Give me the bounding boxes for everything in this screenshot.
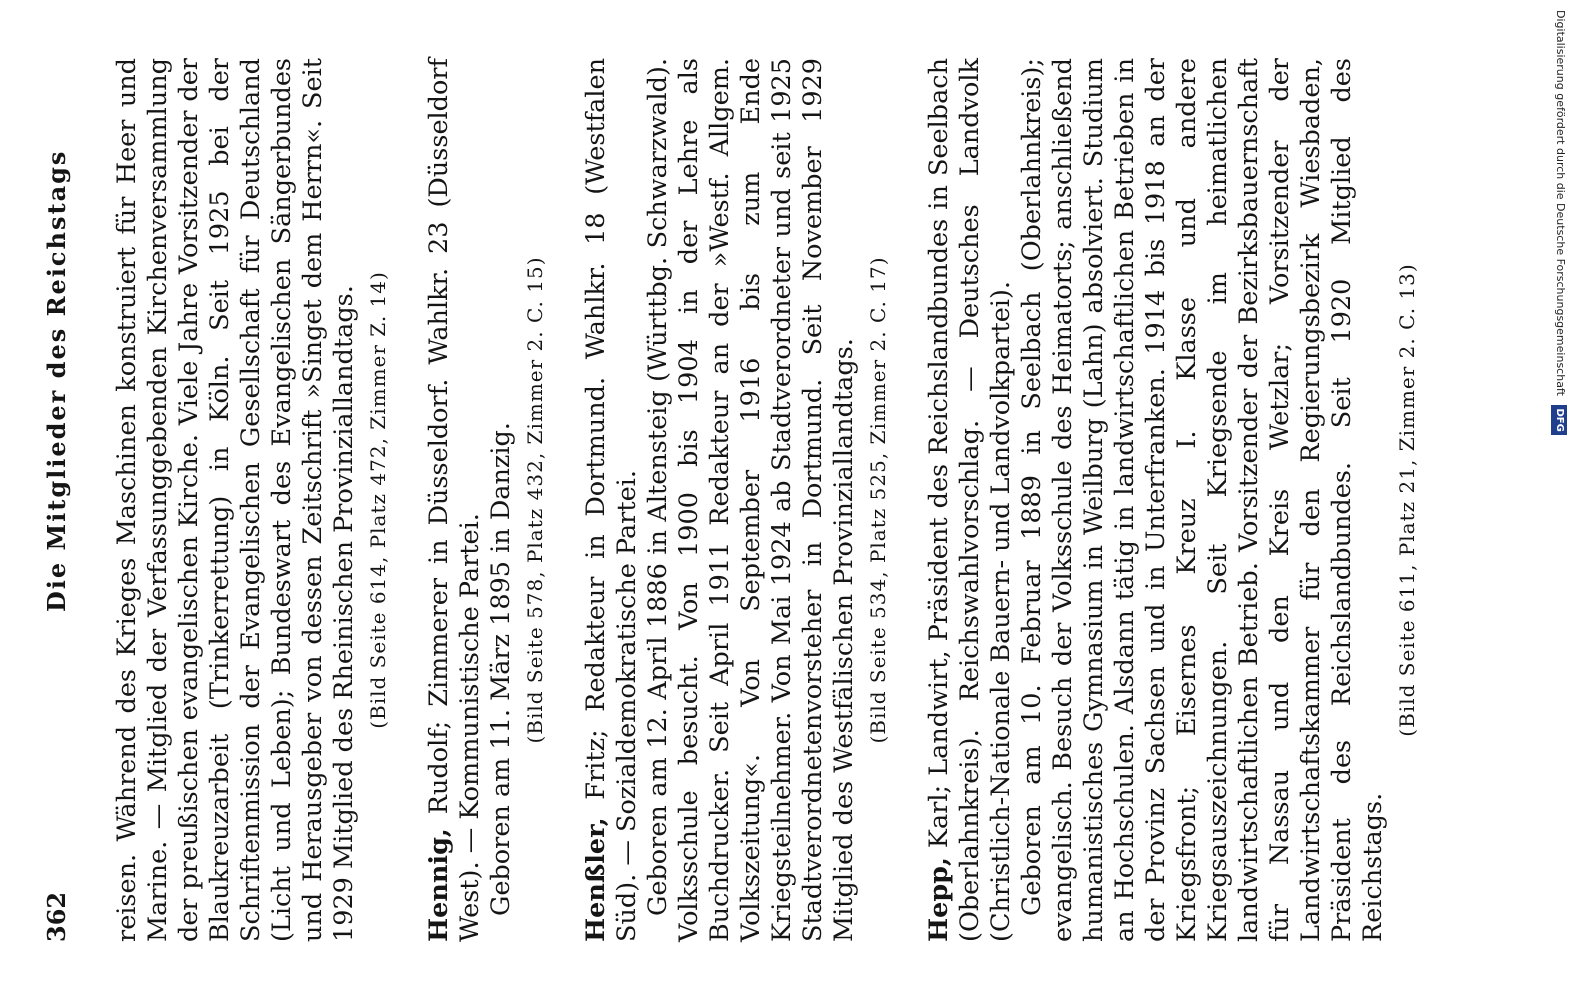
entry-text: Rudolf; Zimmerer in Düsseldorf. Wahlkr. 23 (Düsseldorf West). — Kommunistische Partei. xyxy=(424,58,485,942)
running-head xyxy=(42,58,112,942)
entry-name: Hepp, xyxy=(924,857,954,942)
picture-reference: (Bild Seite 578, Platz 432, Zimmer 2. C. 15) xyxy=(523,256,547,744)
picture-reference: (Bild Seite 611, Platz 21, Zimmer 2. C. 13) xyxy=(1395,263,1419,737)
entry-paragraph xyxy=(424,58,486,942)
credit-text: Digitalisierung gefördert durch die Deutsche Forschungsgemeinschaft xyxy=(1554,10,1567,396)
entry-text: Geboren am 10. Februar 1889 in Seelbach (Oberlahnkreis); evangelisch. Besuch der Volksschule des Heimatorts; anschließend humanistisches Gymnasium in Weilburg (Lahn) absolviert. Studium an Hochschulen. Alsdann tätig in landwirtschaftlichen Betrieben in der Provinz Sachsen und in Unterfranken. 1914 bis 1918 an der Kriegsfront; Eisernes Kreuz I. Klasse und andere Kriegsauszeichnungen. Seit Kriegsende im heimatlichen landwirtschaftlichen Betrieb. Vorsitzender der Bezirksbauernschaft für Nassau und den Kreis Wetzlar; Vorsitzender der Landwirtschaftskammer für den Regierungsbezirk Wiesbaden, Präsident des Reichslandbundes. Seit 1920 Mitglied des Reichstags. xyxy=(1017,58,1388,942)
entry-hepp xyxy=(924,58,1419,942)
entry-name: Hennig, xyxy=(424,828,454,942)
credit-text-line xyxy=(1550,10,1570,570)
entry-paragraph xyxy=(924,58,1017,942)
page-number: 362 xyxy=(42,891,71,942)
entry-paragraph: reisen. Während des Krieges Maschinen konstruiert für Heer und Marine. — Mitglied der Verfassunggebenden Kirchenversammlung der preußischen evangelischen Kirche. Viele Jahre Vorsitzender der Blaukreuzarbeit (Trinkerrettung) in Köln. Seit 1925 bei der Schriftenmission der Evangelischen Gesellschaft für Deutschland (Licht und Leben); Bundeswart des Evangelischen Sängerbundes und Herausgeber von dessen Zeitschrift »Singet dem Herrn«. Seit 1929 Mitglied des Rheinischen Provinziallandtags. xyxy=(112,58,359,942)
entry-paragraph xyxy=(486,58,517,942)
entry-name: Henßler, xyxy=(581,817,611,942)
entry-paragraph xyxy=(643,58,860,942)
entry-henssler xyxy=(581,58,890,942)
entry-paragraph xyxy=(1017,58,1389,942)
dfg-logo: DFG xyxy=(1551,405,1567,434)
entry-continuation xyxy=(112,58,390,942)
picture-reference: (Bild Seite 614, Platz 472, Zimmer Z. 14) xyxy=(366,271,390,729)
digitization-credit xyxy=(1550,10,1572,570)
entry-text: Karl; Landwirt, Präsident des Reichslandbundes in Seelbach (Oberlahnkreis). Reichswahlvorschlag. — Deutsches Landvolk (Christlich-Nationale Bauern- und Landvolkpartei). xyxy=(924,58,1016,942)
entry-paragraph xyxy=(581,58,643,942)
entry-text: Geboren am 11. März 1895 in Danzig. xyxy=(486,422,516,916)
picture-reference: (Bild Seite 534, Platz 525, Zimmer 2. C. 17) xyxy=(866,256,890,744)
entry-text: Fritz; Redakteur in Dortmund. Wahlkr. 18 (Westfalen Süd). — Sozialdemokratische Partei. xyxy=(581,57,642,942)
running-title: Die Mitglieder des Reichstags xyxy=(42,149,71,612)
entry-text: Geboren am 12. April 1886 in Altensteig (Württbg. Schwarzwald). Volksschule besucht. Von 1900 bis 1904 in der Lehre als Buchdrucker. Seit April 1911 Redakteur an der »Westf. Allgem. Volkszeitung«. Von September 1916 bis zum Ende Kriegsteilnehmer. Von Mai 1924 ab Stadtverordneter und seit 1925 Stadtverordnetenvorsteher in Dortmund. Seit November 1929 Mitglied des Westfälischen Provinziallandtags. xyxy=(643,58,859,942)
entry-hennig xyxy=(424,58,547,942)
